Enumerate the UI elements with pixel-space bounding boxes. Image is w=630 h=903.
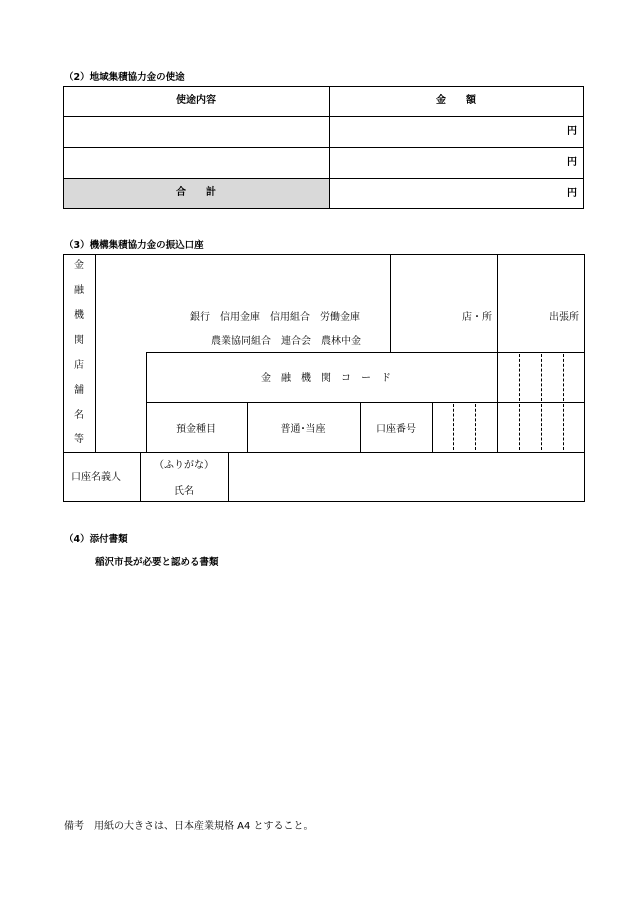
deposit-type-value[interactable]: 普通･当座 [280, 424, 326, 435]
vertical-label-char-5: 店 [74, 360, 84, 371]
account-holder-label: 口座名義人 [71, 472, 121, 483]
bank-code-label: 金 融 機 関 コ ー ド [261, 373, 391, 384]
section2-heading: （2）地域集積協力金の使途 [64, 72, 185, 83]
bank-types-line1: 銀行 信用金庫 信用組合 労働金庫 [190, 312, 360, 323]
branch-label: 店・所 [462, 312, 492, 323]
amount-header: 金 額 [436, 95, 476, 106]
bank-types-line2: 農業協同組合 連合会 農林中金 [211, 336, 361, 347]
vertical-label-char-6: 舗 [74, 385, 84, 396]
section4-heading: （4）添付書類 [64, 534, 128, 545]
remarks-note: 備考 用紙の大きさは、日本産業規格 A4 とすること。 [64, 821, 314, 832]
total-label: 合 計 [176, 187, 216, 198]
vertical-label-char-3: 機 [74, 310, 84, 321]
section3-heading: （3）機構集積協力金の振込口座 [64, 240, 204, 251]
attached-document-item: 稲沢市長が必要と認める書類 [95, 557, 219, 568]
vertical-label-char-2: 融 [74, 285, 84, 296]
account-holder-name-field[interactable] [229, 453, 584, 501]
deposit-type-label: 預金種目 [176, 424, 216, 435]
name-label: 氏名 [174, 486, 194, 497]
substation-label: 出張所 [549, 312, 579, 323]
row2-amount-unit: 円 [567, 157, 577, 168]
total-amount-unit: 円 [567, 188, 577, 199]
purpose-header: 使途内容 [176, 95, 216, 106]
account-number-label: 口座番号 [376, 424, 416, 435]
furigana-label: （ふりがな） [154, 460, 214, 471]
vertical-label-char-7: 名 [74, 410, 84, 421]
row1-amount-unit: 円 [567, 126, 577, 137]
vertical-label-char-8: 等 [74, 434, 84, 445]
vertical-label-char-4: 関 [74, 335, 84, 346]
row2-purpose-field[interactable] [64, 148, 328, 177]
vertical-label-char-1: 金 [74, 260, 84, 271]
row1-purpose-field[interactable] [64, 117, 328, 146]
